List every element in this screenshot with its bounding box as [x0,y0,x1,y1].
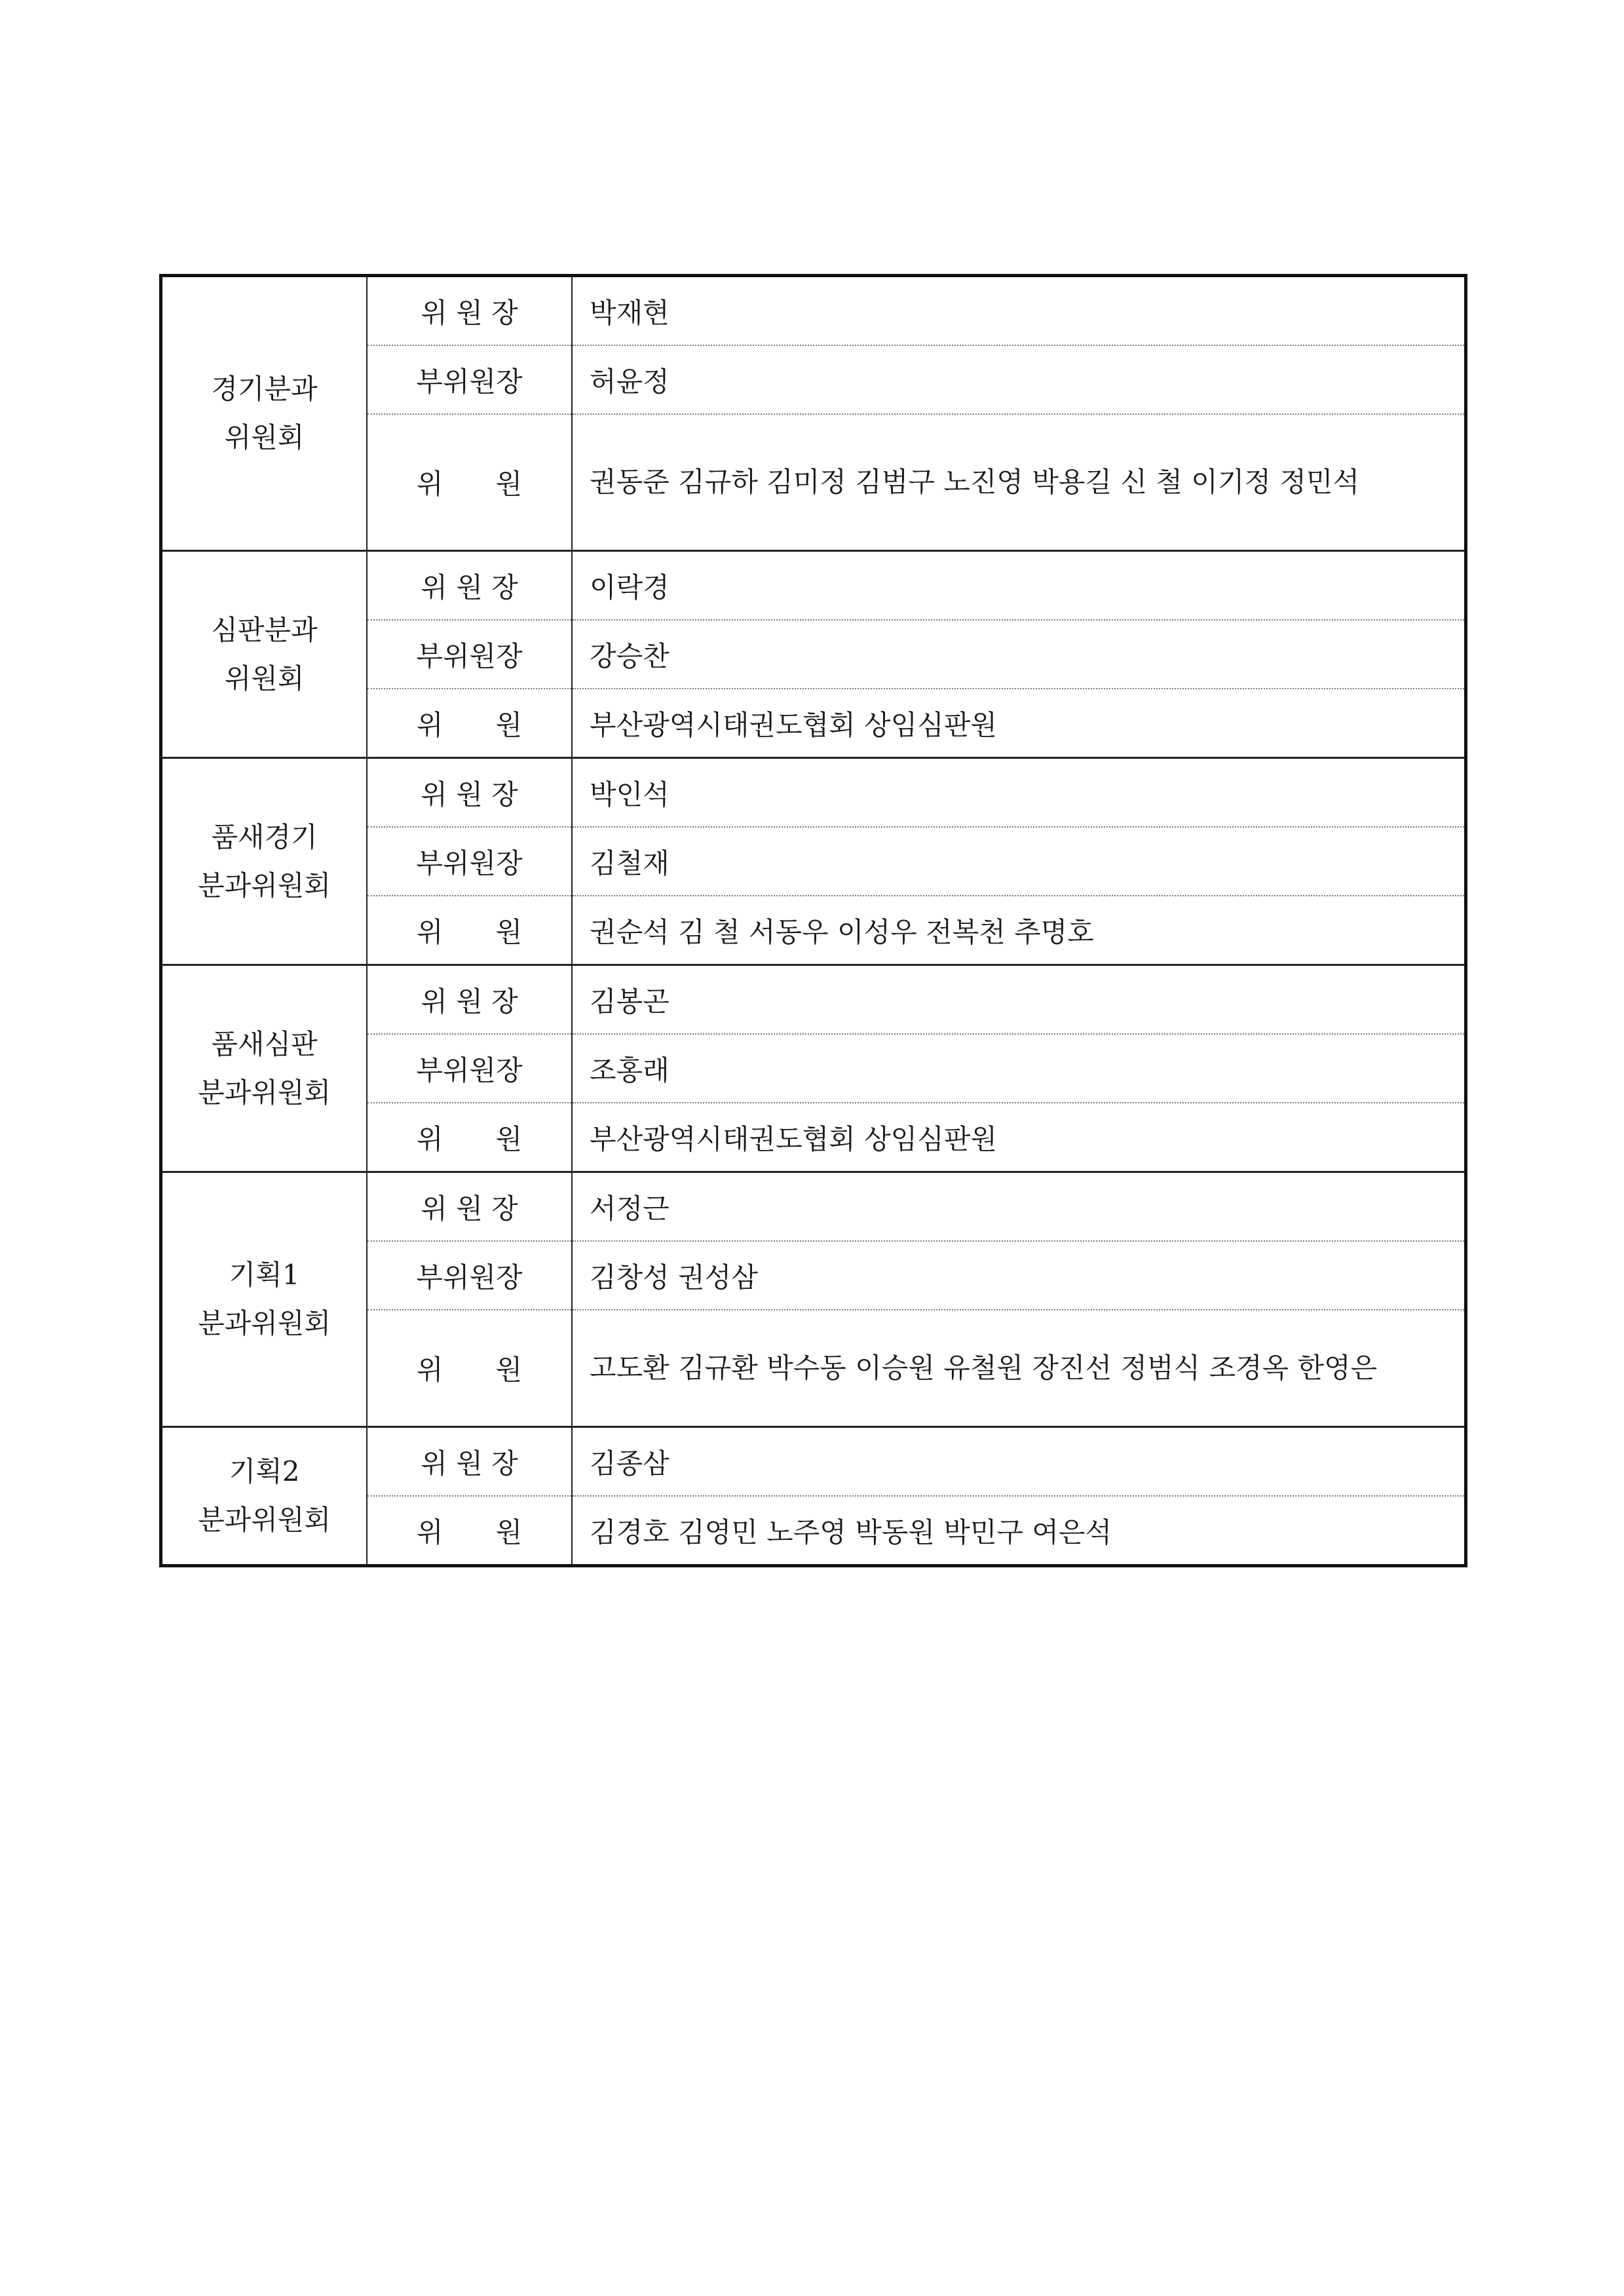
committee-name-line: 분과위원회 [198,1504,331,1536]
committee-name-line: 심판분과 [211,613,318,646]
member-names: 박재현 [572,276,1466,346]
committee-name-line: 분과위원회 [198,1307,331,1339]
committee-name-line: 기획1 [229,1259,300,1291]
committee-name-cell [161,551,368,758]
member-names: 허윤정 [572,345,1466,414]
member-names: 부산광역시태권도협회 상임심판원 [572,1103,1466,1172]
member-names: 조홍래 [572,1034,1466,1103]
role-label: 위 원 장 [367,276,572,346]
committee-table [159,274,1467,1567]
role-label: 위 원 장 [367,758,572,828]
table-row [161,1172,1466,1242]
member-names: 김종삼 [572,1427,1466,1497]
member-names: 권동준 김규하 김미정 김범구 노진영 박용길 신 철 이기정 정민석 [572,414,1466,551]
table-row [161,758,1466,828]
committee-name-line: 분과위원회 [198,1076,331,1109]
committee-name-cell [161,1427,368,1566]
table-row [161,551,1466,621]
table-row [161,1427,1466,1497]
role-label: 위 원 [367,1310,572,1427]
committee-name-line: 위원회 [224,421,305,453]
table-row [161,276,1466,346]
role-label: 위 원 [367,1496,572,1566]
member-names: 김경호 김영민 노주영 박동원 박민구 여은석 [572,1496,1466,1566]
committee-name-cell [161,276,368,551]
role-label: 위 원 장 [367,965,572,1035]
committee-name-line: 품새경기 [211,820,318,853]
role-label: 부위원장 [367,1034,572,1103]
role-label: 위 원 [367,414,572,551]
committee-name-line: 위원회 [224,662,305,695]
role-label: 위 원 장 [367,1172,572,1242]
committee-name-cell [161,1172,368,1427]
committee-name-line: 분과위원회 [198,869,331,902]
role-label: 위 원 [367,896,572,965]
member-names: 고도환 김규환 박수동 이승원 유철원 장진선 정범식 조경옥 한영은 [572,1310,1466,1427]
role-label: 부위원장 [367,827,572,896]
committee-name-line: 품새심판 [211,1027,318,1060]
member-names: 이락경 [572,551,1466,621]
member-names: 김봉곤 [572,965,1466,1035]
table-row [161,965,1466,1035]
member-names: 서정근 [572,1172,1466,1242]
member-names: 권순석 김 철 서동우 이성우 전복천 추명호 [572,896,1466,965]
role-label: 부위원장 [367,1241,572,1310]
member-names: 김창성 권성삼 [572,1241,1466,1310]
role-label: 위 원 장 [367,551,572,621]
role-label: 위 원 [367,1103,572,1172]
member-names: 김철재 [572,827,1466,896]
role-label: 위 원 장 [367,1427,572,1497]
role-label: 부위원장 [367,620,572,689]
member-names: 강승찬 [572,620,1466,689]
committee-name-cell [161,965,368,1172]
committee-name-cell [161,758,368,965]
member-names: 박인석 [572,758,1466,828]
member-names: 부산광역시태권도협회 상임심판원 [572,689,1466,758]
committee-name-line: 기획2 [229,1455,300,1487]
committee-name-line: 경기분과 [211,373,318,405]
role-label: 부위원장 [367,345,572,414]
role-label: 위 원 [367,689,572,758]
